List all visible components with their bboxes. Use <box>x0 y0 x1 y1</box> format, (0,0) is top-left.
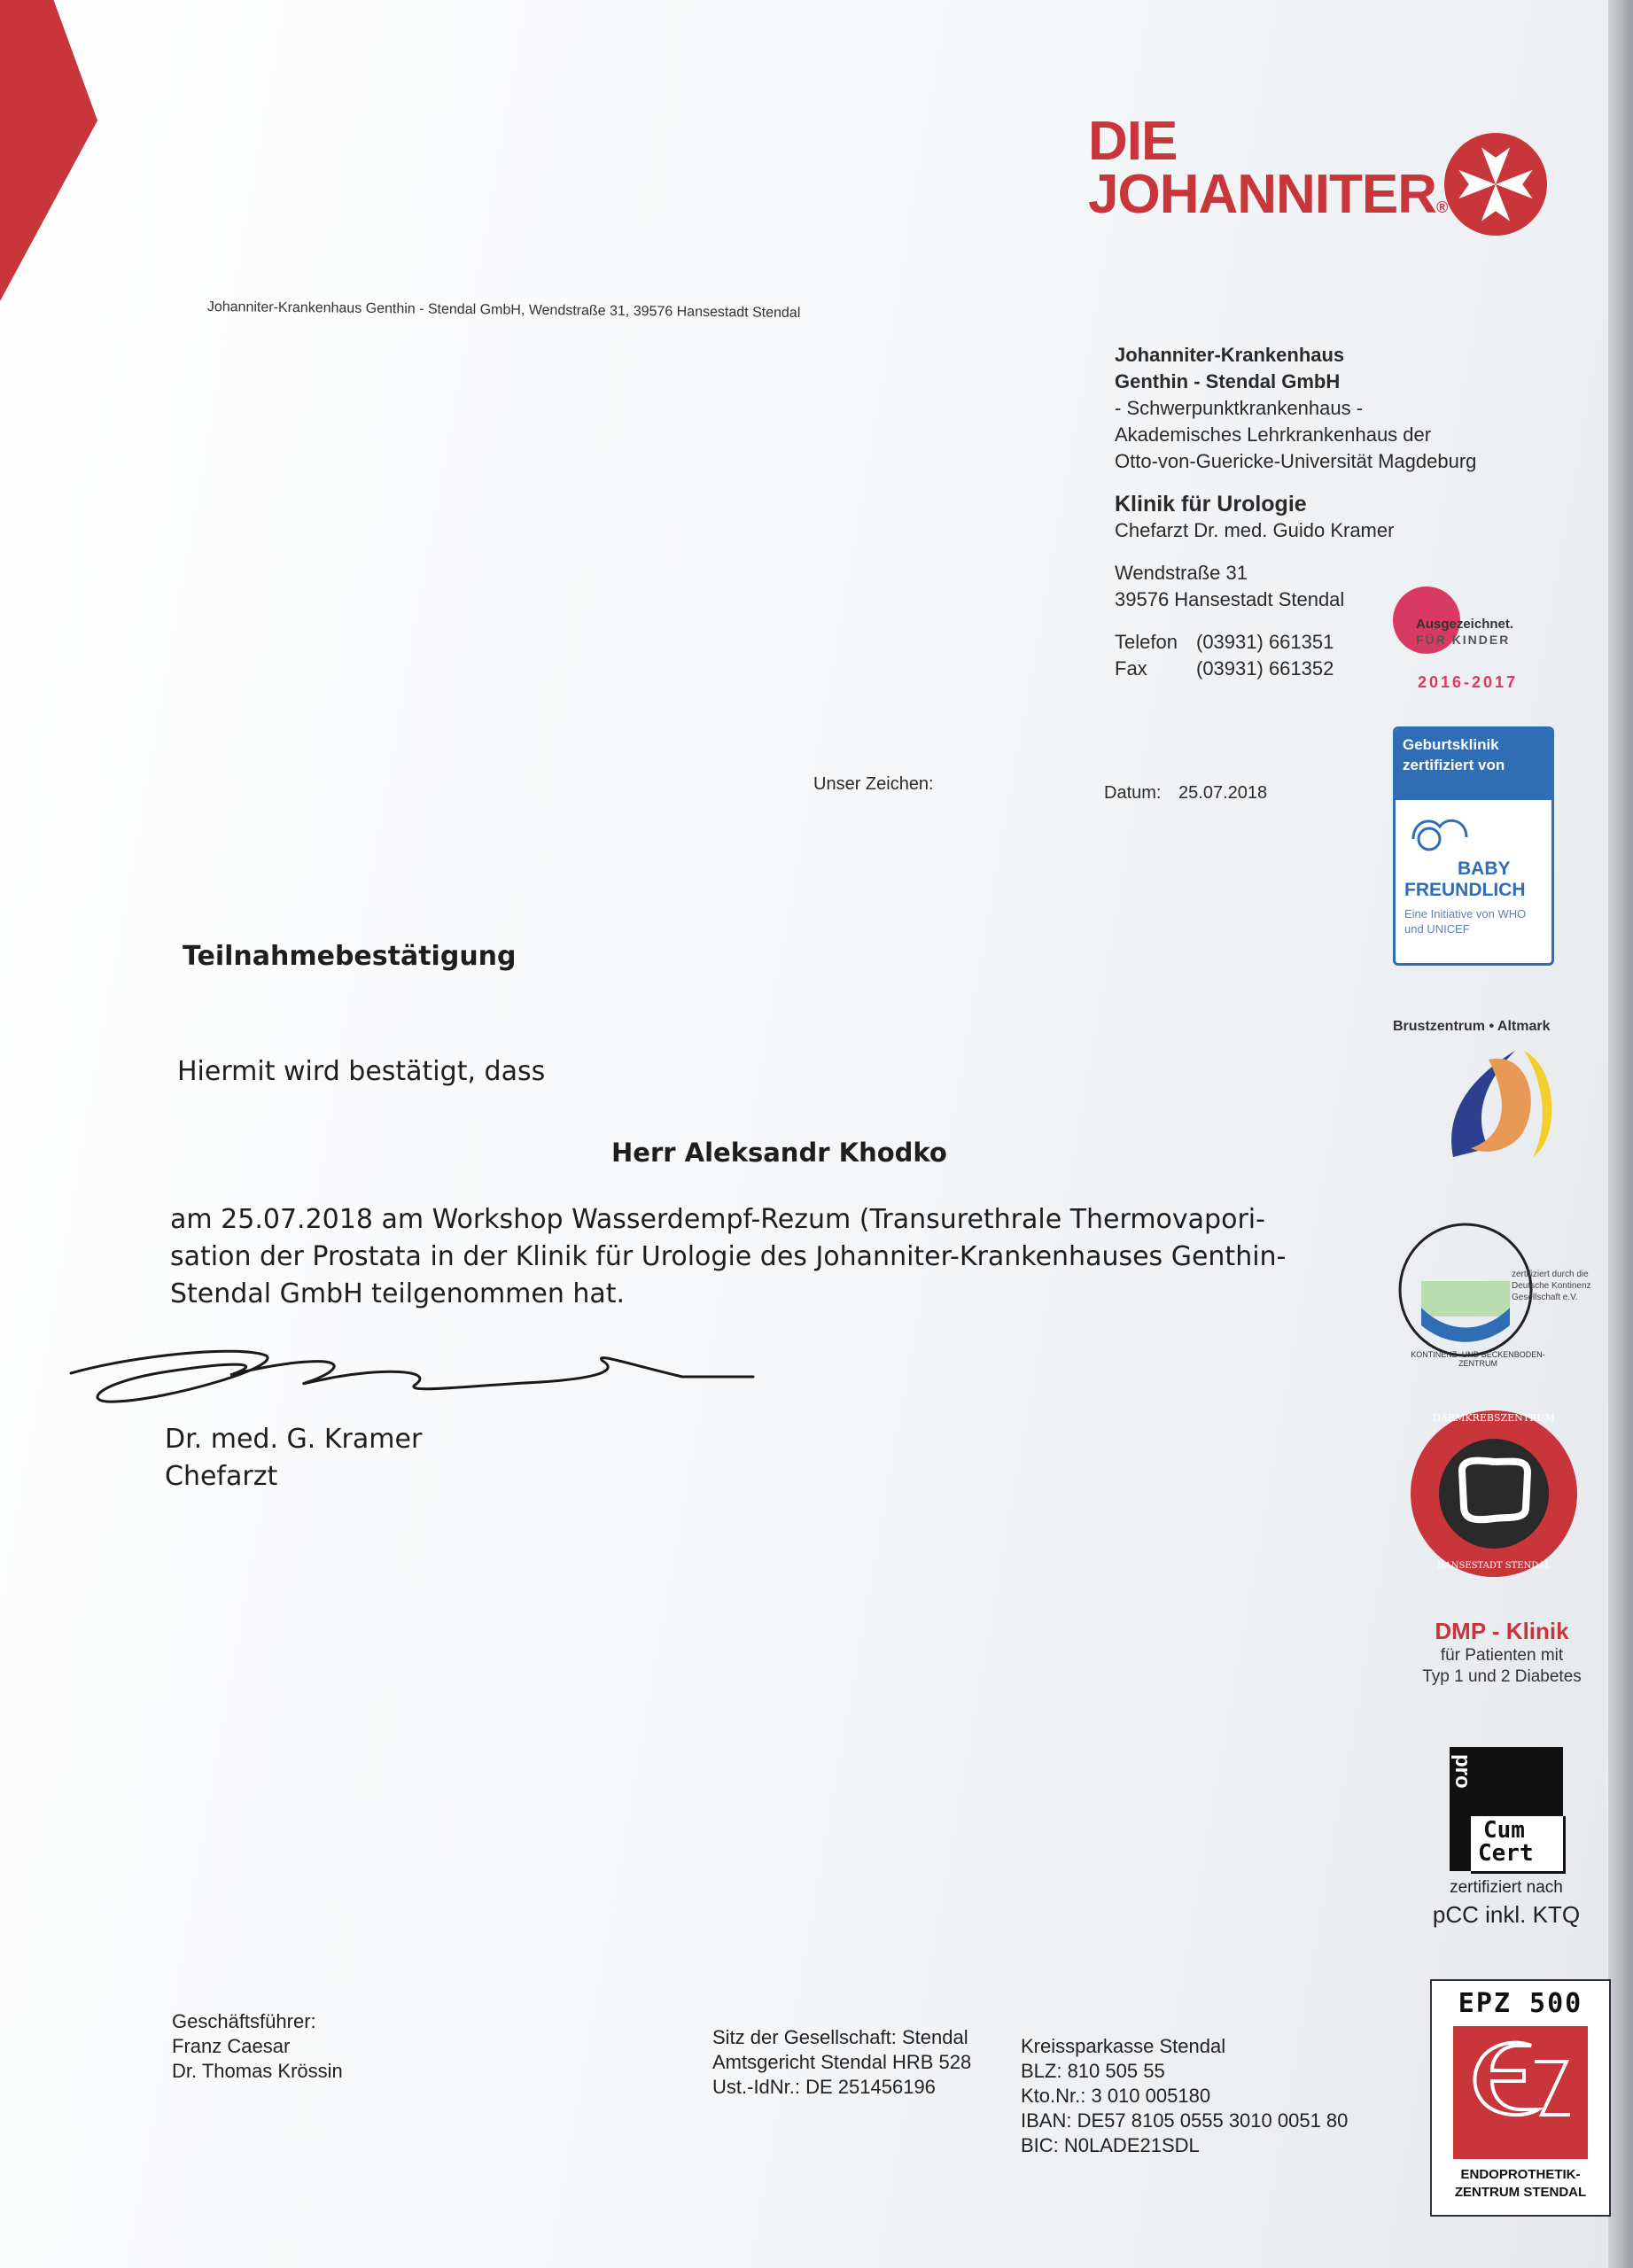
org-name-line1: Johanniter-Krankenhaus <box>1115 344 1345 366</box>
bank-blz: BLZ: 810 505 55 <box>1021 2060 1165 2082</box>
dmp-title: DMP - Klinik <box>1435 1618 1569 1644</box>
paragraph-line3: Stendal GmbH teilgenommen hat. <box>170 1278 626 1309</box>
epz-logo-icon <box>1453 2026 1588 2159</box>
epz-title: EPZ 500 <box>1458 1988 1583 2019</box>
handwritten-signature <box>62 1320 771 1426</box>
kontinenz-note3: Gesellschaft e.V. <box>1512 1293 1578 1302</box>
kontinenz-note1: zertifiziert durch die <box>1512 1270 1589 1279</box>
kinder-line2: FÜR KINDER <box>1416 633 1511 647</box>
paragraph-line1: am 25.07.2018 am Workshop Wasserdempf-Rezum (Transurethrale Thermovapori- <box>170 1204 1265 1235</box>
baby-small1: Eine Initiative von WHO <box>1404 907 1527 920</box>
kontinenz-note <box>1512 1269 1591 1303</box>
baby-word1: BABY <box>1458 858 1511 879</box>
confirmation-paragraph <box>170 1201 1393 1313</box>
epz-emblem <box>1453 2026 1588 2159</box>
date-row <box>1104 783 1267 804</box>
epz-seal <box>1430 1979 1611 2217</box>
procum-line1: zertifiziert nach <box>1450 1878 1563 1897</box>
signer-name: Dr. med. G. Kramer <box>165 1424 423 1455</box>
kinder-line1: Ausgezeichnet. <box>1416 617 1514 632</box>
sender-address-line: Johanniter-Krankenhaus Genthin - Stendal GmbH, Wendstraße 31, 39576 Hansestadt Stendal <box>206 299 801 322</box>
kinder-years: 2016-2017 <box>1418 673 1519 691</box>
baby-word2: FREUNDLICH <box>1404 880 1526 900</box>
procum-cert: Cert <box>1478 1840 1534 1867</box>
company-vat: Ust.-IdNr.: DE 251456196 <box>712 2076 936 2098</box>
clinic-name: Klinik für Urologie <box>1115 492 1307 517</box>
procum-cert-box <box>1471 1816 1566 1874</box>
kontinenz-seal <box>1395 1219 1598 1370</box>
manager-1: Franz Caesar <box>172 2035 291 2057</box>
dmp-line1: für Patienten mit <box>1440 1646 1564 1665</box>
org-desc-line3: Otto-von-Guericke-Universität Magdeburg <box>1115 450 1477 472</box>
intro-text: Hiermit wird bestätigt, dass <box>177 1056 546 1087</box>
footer-management <box>172 2009 343 2084</box>
company-court: Amtsgericht Stendal HRB 528 <box>712 2051 972 2073</box>
kontinenz-note2: Deutsche Kontinenz <box>1512 1281 1591 1291</box>
brand-registered-mark: ® <box>1436 198 1448 216</box>
org-desc-line1: - Schwerpunktkrankenhaus - <box>1115 397 1364 419</box>
our-reference-label: Unser Zeichen: <box>813 774 934 794</box>
darmkrebszentrum-seal <box>1409 1409 1579 1579</box>
darm-ring-top: DARMKREBSZENTRUM <box>1433 1412 1555 1424</box>
baby-head-line1: Geburtsklinik <box>1403 736 1499 753</box>
baby-header <box>1396 729 1551 800</box>
chief-physician: Chefarzt Dr. med. Guido Kramer <box>1115 519 1395 541</box>
epz-subtitle <box>1432 2166 1609 2202</box>
footer-bank <box>1021 2034 1348 2158</box>
epz-sub1: ENDOPROTHETIK- <box>1460 2167 1581 2182</box>
breast-center-logo <box>1435 1042 1559 1166</box>
babyfreundlich-seal <box>1393 726 1554 966</box>
address-city: 39576 Hansestadt Stendal <box>1115 588 1345 610</box>
signer-title: Chefarzt <box>165 1461 278 1492</box>
johanniter-logo <box>1088 111 1448 234</box>
phone-label: Telefon <box>1115 631 1178 653</box>
signer-block <box>165 1421 422 1495</box>
brust-label: Brustzentrum • Altmark <box>1393 1019 1551 1034</box>
fax-number: (03931) 661352 <box>1196 657 1334 680</box>
bank-bic: BIC: N0LADE21SDL <box>1021 2134 1200 2156</box>
org-name-line2: Genthin - Stendal GmbH <box>1115 370 1341 392</box>
company-seat: Sitz der Gesellschaft: Stendal <box>712 2026 968 2048</box>
brand-line2: JOHANNITER <box>1088 164 1437 225</box>
procum-cum: Cum <box>1483 1817 1525 1844</box>
kinder-award-seal <box>1391 585 1551 700</box>
date-value: 25.07.2018 <box>1178 783 1268 803</box>
darmkrebszentrum-emblem-icon <box>1409 1409 1579 1579</box>
maltese-cross-icon <box>1444 133 1547 236</box>
participant-name: Herr Aleksandr Khodko <box>611 1138 947 1168</box>
procum-caption <box>1400 1876 1613 1930</box>
dmp-block <box>1382 1618 1621 1688</box>
management-label: Geschäftsführer: <box>172 2010 316 2032</box>
org-desc-line2: Akademisches Lehrkrankenhaus der <box>1115 423 1432 446</box>
procum-line2: pCC inkl. KTQ <box>1432 1901 1581 1928</box>
mother-baby-icon <box>1404 804 1484 857</box>
baby-head-line2: zertifiziert von <box>1403 757 1505 773</box>
letter-title: Teilnahmebestätigung <box>183 941 517 972</box>
baby-small2: und UNICEF <box>1404 922 1470 936</box>
phone-number: (03931) 661351 <box>1196 631 1334 653</box>
darm-ring-bottom: HANSESTADT STENDAL <box>1436 1561 1551 1571</box>
date-label: Datum: <box>1104 783 1162 803</box>
address-street: Wendstraße 31 <box>1115 562 1248 584</box>
bank-name: Kreissparkasse Stendal <box>1021 2035 1226 2057</box>
paragraph-line2: sation der Prostata in der Klinik für Urologie des Johanniter-Krankenhauses Genthin- <box>170 1241 1287 1272</box>
fax-label: Fax <box>1115 657 1147 680</box>
epz-sub2: ZENTRUM STENDAL <box>1454 2185 1587 2200</box>
kontinenz-ring-text: KONTINENZ- UND BECKENBODEN-ZENTRUM <box>1411 1350 1545 1368</box>
bank-account: Kto.Nr.: 3 010 005180 <box>1021 2085 1211 2107</box>
dmp-line2: Typ 1 und 2 Diabetes <box>1422 1667 1582 1686</box>
brand-line1: DIE <box>1088 111 1178 172</box>
bank-iban: IBAN: DE57 8105 0555 3010 0051 80 <box>1021 2109 1349 2132</box>
footer-company <box>712 2025 971 2100</box>
procum-pro: pro <box>1450 1754 1474 1789</box>
manager-2: Dr. Thomas Krössin <box>172 2060 343 2082</box>
